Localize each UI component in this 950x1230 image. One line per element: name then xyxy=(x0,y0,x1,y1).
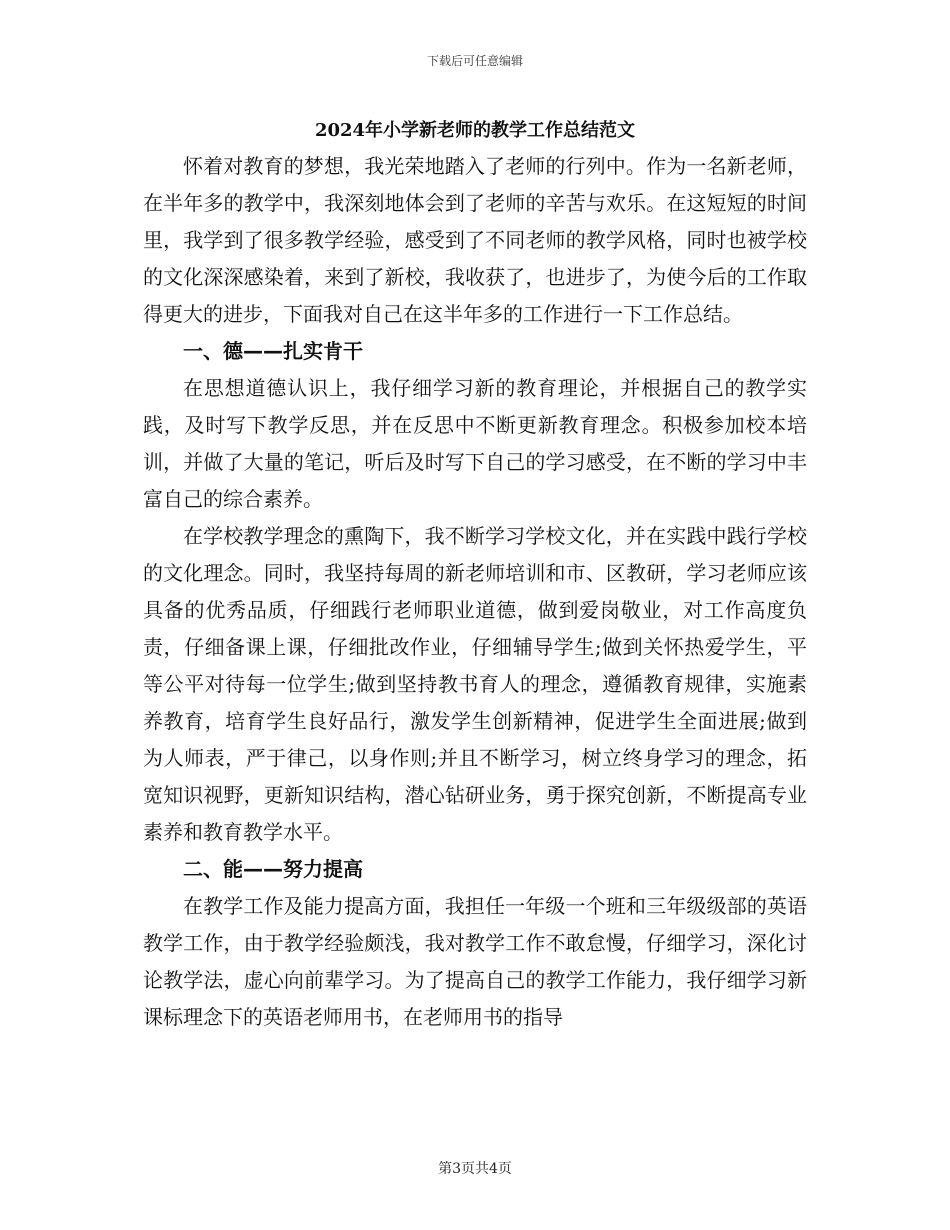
header-note: 下载后可任意编辑 xyxy=(426,54,523,68)
ability-paragraph-1: 在教学工作及能力提高方面，我担任一年级一个班和三年级级部的英语教学工作，由于教学经验颇浅，我对教学工作不敢怠慢，仔细学习，深化讨论教学法，虚心向前辈学习。为了提高自己的教学工作能力，我仔细学习新课标理念下的英语老师用书，在老师用书的指导 xyxy=(143,894,807,1029)
virtue-paragraph-2: 在学校教学理念的熏陶下，我不断学习学校文化，并在实践中践行学校的文化理念。同时，我坚持每周的新老师培训和市、区教研，学习老师应该具备的优秀品质，仔细践行老师职业道德，做到爱岗敬业，对工作高度负责，仔细备课上课，仔细批改作业，仔细辅导学生;做到关怀热爱学生，平等公平对待每一位学生;做到坚持教书育人的理念，遵循教育规律，实施素养教育，培育学生良好品行，激发学生创新精神，促进学生全面进展;做到为人师表，严于律己，以身作则;并且不断学习，树立终身学习的理念，拓宽知识视野，更新知识结构，潜心钻研业务，勇于探究创新，不断提高专业素养和教育教学水平。 xyxy=(143,524,807,844)
section-heading-virtue: 一、德——扎实肯干 xyxy=(183,339,363,363)
section-heading-ability: 二、能——努力提高 xyxy=(183,857,363,881)
document-body xyxy=(143,148,807,1036)
intro-paragraph: 怀着对教育的梦想，我光荣地踏入了老师的行列中。作为一名新老师，在半年多的教学中，我深刻地体会到了老师的辛苦与欢乐。在这短短的时间里，我学到了很多教学经验，感受到了不同老师的教学风格，同时也被学校的文化深深感染着，来到了新校，我收获了，也进步了，为使今后的工作取得更大的进步，下面我对自己在这半年多的工作进行一下工作总结。 xyxy=(143,154,807,326)
virtue-paragraph-1: 在思想道德认识上，我仔细学习新的教育理论，并根据自己的教学实践，及时写下教学反思，并在反思中不断更新教育理念。积极参加校本培训，并做了大量的笔记，听后及时写下自己的学习感受，在不断的学习中丰富自己的综合素养。 xyxy=(143,376,807,511)
document-title: 2024年小学新老师的教学工作总结范文 xyxy=(314,120,636,141)
page-number-footer: 第3页共4页 xyxy=(438,1161,512,1177)
